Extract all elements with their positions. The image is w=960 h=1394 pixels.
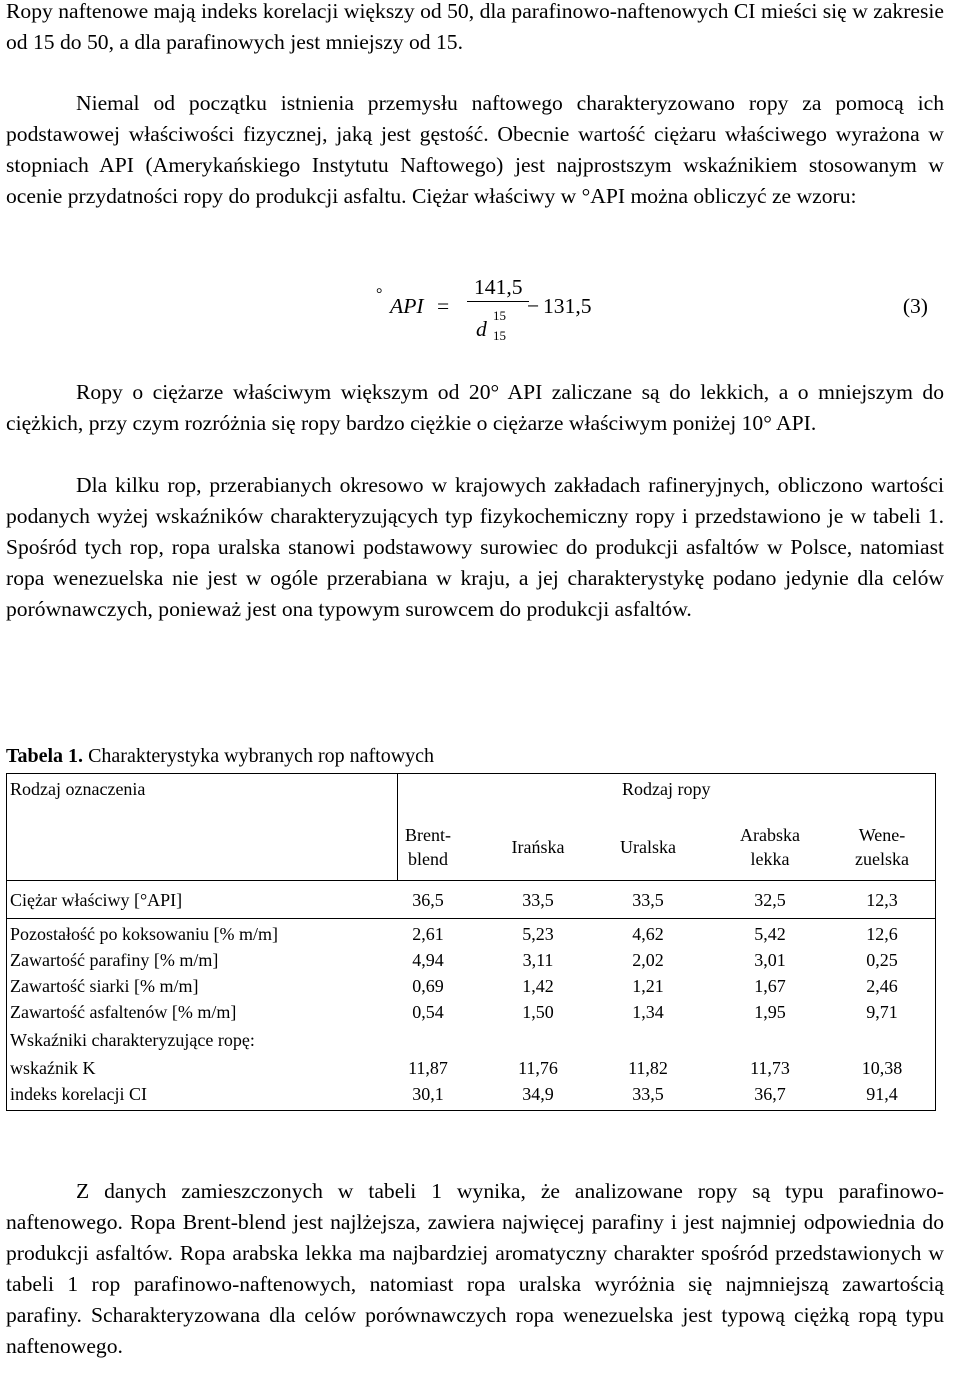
table-cell-value: 12,6 [866, 924, 898, 944]
table-cell-value: 30,1 [412, 1084, 444, 1104]
table-cell-value: 1,21 [632, 976, 664, 996]
table-cell-value: 2,46 [866, 976, 898, 996]
paragraph-conclusions: Z danych zamieszczonych w tabeli 1 wynika, że analizowane ropy są typu parafinowo-naftenowego. Ropa Brent-blend jest najlżejsza, zawiera najwięcej parafiny i jest najmniej odpowiednia do produkcji asfaltów. Ropa arabska lekka ma najbardziej aromatyczny charakter spośród przedstawionych w tabeli 1 rop parafinowo-naftenowych, natomiast ropa uralska wyróżnia się najmniejszą zawartością parafiny. Scharakteryzowana dla celów porównawczych ropa wenezuelska jest typową ciężką ropą typu naftenowego. [6, 1179, 944, 1358]
table-cell-value: 9,71 [866, 1002, 898, 1022]
table-cell-value: 91,4 [866, 1084, 898, 1104]
api-formula [6, 272, 944, 352]
table-cell-value: 33,5 [632, 890, 664, 910]
paragraph-api-gravity: Niemal od początku istnienia przemysłu naftowego charakteryzowano ropy za pomocą ich podstawowej właściwości fizycznej, jaką jest gęstość. Obecnie wartość ciężaru właściwego wyrażona w stopniach API (Amerykańskiego Instytutu Naftowego) jest najprostszym wskaźnikiem stosowanym w ocenie przydatności ropy do produkcji asfaltu. Ciężar właściwy w °API można obliczyć ze wzoru: [6, 91, 944, 208]
table-cell-value: 1,34 [632, 1002, 664, 1022]
table-cell-value: 1,50 [522, 1002, 554, 1022]
table-cell-value: 3,01 [754, 950, 786, 970]
formula-fraction-bar [467, 301, 529, 302]
table-cell-value: 10,38 [861, 1058, 903, 1078]
paragraph-crude-oils: Dla kilku rop, przerabianych okresowo w krajowych zakładach rafineryjnych, obliczono wartości podanych wyżej wskaźników charakteryzujących typ fizykochemiczny ropy i przedstawiono je w tabeli 1. Spośród tych rop, ropa uralska stanowi podstawowy surowiec do produkcji asfaltów w Polsce, natomiast ropa wenezuelska nie jest w ogóle przerabiana w kraju, a jej charakterystykę podano jedynie dla celów porównawczych, ponieważ jest ona typowym surowcem do produkcji asfaltów. [6, 473, 944, 621]
table-row-label: Zawartość siarki [% m/m] [10, 976, 199, 996]
table-cell-value: 11,87 [408, 1058, 448, 1078]
table-row-label: indeks korelacji CI [10, 1084, 147, 1104]
table-row-label: wskaźnik K [10, 1058, 96, 1078]
table-cell-value: 0,25 [866, 950, 898, 970]
table-cell-value: 34,9 [522, 1084, 554, 1104]
table-cell-value: 1,67 [754, 976, 786, 996]
table-row-rule [7, 918, 935, 919]
table-row-label: Wskaźniki charakteryzujące ropę: [10, 1030, 255, 1050]
column-header: Irańska [511, 837, 565, 857]
table-caption-label: Tabela 1. [6, 745, 84, 767]
column-header: Arabska [740, 825, 800, 845]
table-cell-value: 3,11 [522, 950, 554, 970]
formula-denominator: d [476, 317, 487, 341]
table-cell-value: 11,73 [750, 1058, 790, 1078]
table-cell-value: 33,5 [632, 1084, 664, 1104]
column-header: Uralska [620, 837, 676, 857]
table-header-group: Rodzaj ropy [622, 779, 711, 799]
table-cell-value: 11,76 [518, 1058, 558, 1078]
table-cell-value: 0,69 [412, 976, 444, 996]
formula-degree-sign: ° [376, 286, 383, 303]
table-row-label: Zawartość asfaltenów [% m/m] [10, 1002, 237, 1022]
table-cell-value: 4,62 [632, 924, 664, 944]
table-caption [6, 745, 434, 768]
paragraph-naphthenic-index: Ropy naftenowe mają indeks korelacji większy od 50, dla parafinowo-naftenowych CI mieści się w zakresie od 15 do 50, a dla parafinowych jest mniejszy od 15. [6, 0, 944, 54]
column-header: lekka [750, 849, 790, 869]
table-cell-value: 4,94 [412, 950, 444, 970]
formula-numerator: 141,5 [474, 275, 523, 299]
table-cell-value: 36,7 [754, 1084, 786, 1104]
column-header: zuelska [855, 849, 909, 869]
table-row-label: Ciężar właściwy [°API] [10, 890, 183, 910]
table-cell-value: 5,42 [754, 924, 786, 944]
crude-oil-table [6, 773, 936, 1111]
table-cell-value: 11,82 [628, 1058, 668, 1078]
column-header: blend [408, 849, 448, 869]
paragraph-light-heavy: Ropy o ciężarze właściwym większym od 20° API zaliczane są do lekkich, a o mniejszym do ciężkich, przy czym rozróżnia się ropy bardzo ciężkie o ciężarze właściwym poniżej 10° API. [6, 380, 944, 435]
table-cell-value: 33,5 [522, 890, 554, 910]
table-row-label: Zawartość parafiny [% m/m] [10, 950, 219, 970]
table-cell-value: 5,23 [522, 924, 554, 944]
table-cell-value: 32,5 [754, 890, 786, 910]
table-cell-value: 1,95 [754, 1002, 786, 1022]
table-cell-value: 36,5 [412, 890, 444, 910]
table-cell-value: 0,54 [412, 1002, 444, 1022]
column-header: Brent- [405, 825, 451, 845]
formula-denominator-sup: 15 [493, 308, 506, 323]
table-caption-text: Charakterystyka wybranych rop naftowych [83, 745, 435, 767]
equation-number: (3) [902, 294, 928, 318]
formula-equals: = [437, 294, 450, 318]
table-cell-value: 2,61 [412, 924, 444, 944]
table-cell-value: 2,02 [632, 950, 664, 970]
formula-minus: − [527, 294, 540, 318]
table-header-left: Rodzaj oznaczenia [10, 779, 146, 799]
column-header: Wene- [858, 825, 906, 845]
formula-denominator-sub: 15 [493, 328, 506, 343]
table-cell-value: 12,3 [866, 890, 898, 910]
table-row-label: Pozostałość po koksowaniu [% m/m] [10, 924, 278, 944]
table-header-rule [7, 880, 935, 881]
table-cell-value: 1,42 [522, 976, 554, 996]
formula-constant: 131,5 [543, 294, 592, 318]
formula-lhs: API [390, 294, 424, 318]
